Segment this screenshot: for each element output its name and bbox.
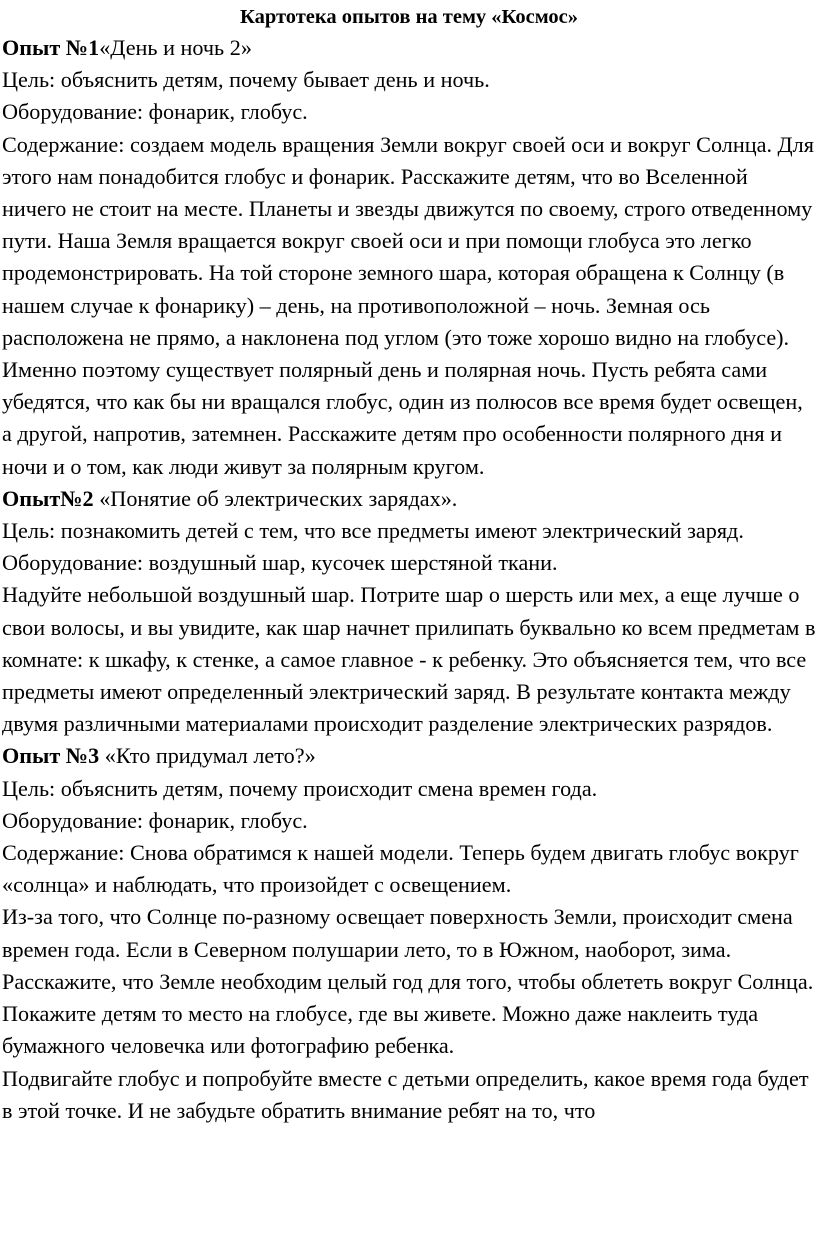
experiment-number: Опыт №1 bbox=[2, 35, 100, 60]
experiment-heading bbox=[2, 740, 816, 772]
experiment-name: «Понятие об электрических зарядах». bbox=[93, 485, 458, 511]
experiment-number: Опыт №3 bbox=[2, 743, 100, 769]
experiment-equipment: Оборудование: фонарик, глобус. bbox=[2, 807, 308, 833]
document-title: Картотека опытов на тему «Космос» bbox=[239, 6, 579, 28]
experiment-content: Содержание: Снова обратимся к нашей модели. Теперь будем двигать глобус вокруг «солнца» и наблюдать, что произойдет с освещением. bbox=[2, 840, 799, 898]
experiment-content: Из-за того, что Солнце по-разному освещает поверхность Земли, происходит смена времен года. Если в Северном полушарии лето, то в Южном, наоборот, зима. Расскажите, что Земле необходим целый год для того, чтобы облететь вокруг Солнца. Покажите детям то место на глобусе, где вы живете. Можно даже наклеить туда бумажного человечка или фотографию ребенка. bbox=[2, 904, 814, 1059]
experiment-heading bbox=[2, 483, 816, 515]
experiment-equipment: Оборудование: воздушный шар, кусочек шерстяной ткани. bbox=[2, 550, 558, 576]
experiment-name: «День и ночь 2» bbox=[99, 35, 252, 60]
experiment-goal: Цель: объяснить детям, почему бывает день и ночь. bbox=[2, 67, 490, 93]
experiment-content: Подвигайте глобус и попробуйте вместе с детьми определить, какое время года будет в этой точке. И не забудьте обратить внимание ребят на то, что bbox=[2, 1065, 809, 1123]
experiment-name: «Кто придумал лето?» bbox=[99, 743, 316, 769]
experiment-content: Надуйте небольшой воздушный шар. Потрите шар о шерсть или мех, а еще лучше о свои волосы, и вы увидите, как шар начнет прилипать буквально ко всем предметам в комнате: к шкафу, к стенке, а самое главное - к ребенку. Это объясняется тем, что все предметы имеют определенный электрический заряд. В результате контакта между двумя различными материалами происходит разделение электрических разрядов. bbox=[2, 582, 816, 737]
experiment-heading bbox=[2, 32, 816, 64]
experiment-number: Опыт№2 bbox=[2, 485, 94, 511]
experiment-content: Содержание: создаем модель вращения Земли вокруг своей оси и вокруг Солнца. Для этого нам понадобится глобус и фонарик. Расскажите детям, что во Вселенной ничего не стоит на месте. Планеты и звезды движутся по своему, строго отведенному пути. Наша Земля вращается вокруг своей оси и при помощи глобуса это легко продемонстрировать. На той стороне земного шара, которая обращена к Солнцу (в нашем случае к фонарику) – день, на противоположной – ночь. Земная ось расположена не прямо, а наклонена под углом (это тоже хорошо видно на глобусе). Именно поэтому существует полярный день и полярная ночь. Пусть ребята сами убедятся, что как бы ни вращался глобус, один из полюсов все время будет освещен, а другой, напротив, затемнен. Расскажите детям про особенности полярного дня и ночи и о том, как люди живут за полярным кругом. bbox=[2, 131, 814, 479]
experiment-2 bbox=[2, 483, 816, 741]
experiment-3 bbox=[2, 740, 816, 1126]
experiment-equipment: Оборудование: фонарик, глобус. bbox=[2, 99, 308, 125]
experiment-goal: Цель: познакомить детей с тем, что все предметы имеют электрический заряд. bbox=[2, 518, 744, 544]
experiment-goal: Цель: объяснить детям, почему происходит смена времен года. bbox=[2, 775, 598, 801]
experiment-1 bbox=[2, 32, 816, 483]
